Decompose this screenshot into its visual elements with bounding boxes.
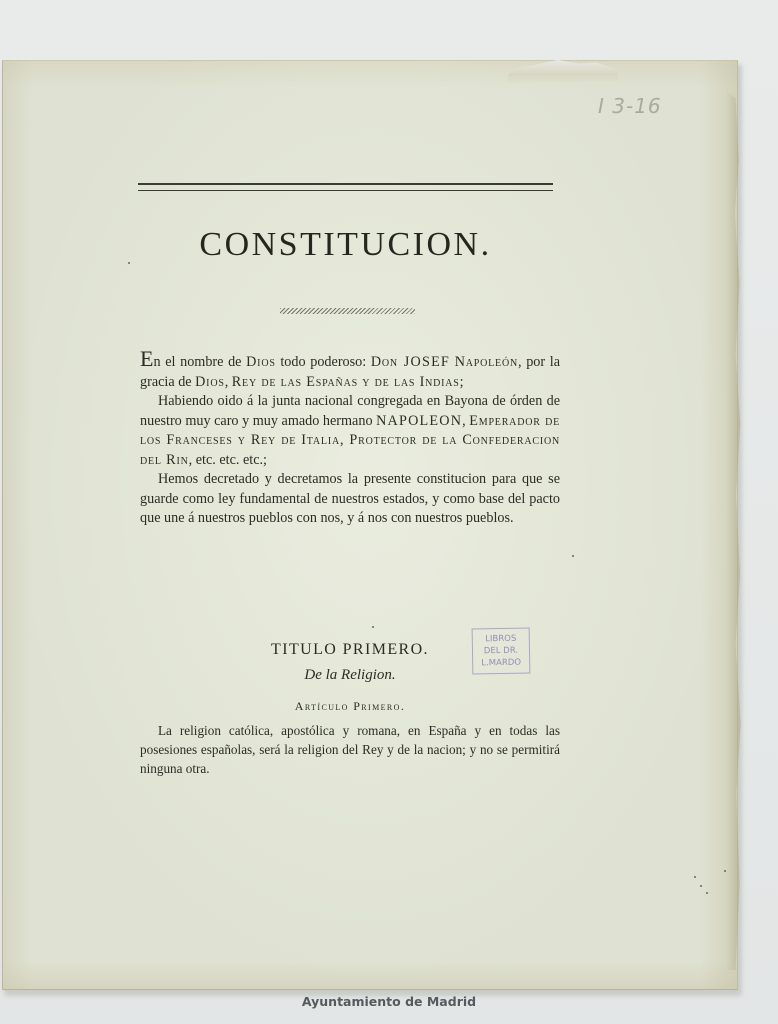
ornament-divider <box>280 308 415 314</box>
preamble-paragraph-2: Habiendo oido á la junta nacional congregada en Bayona de órden de nuestro muy caro y muy amado hermano NAPOLEON, Emperador de los Franceses y Rey de Italia, Protector de la Confederacion del Rin, etc. etc. etc.; <box>140 393 561 468</box>
preamble <box>140 346 561 529</box>
library-stamp: LIBROS DEL DR. L.MARDO <box>472 627 531 674</box>
article-heading: Artículo Primero. <box>294 699 406 713</box>
section-title: TITULO PRIMERO. <box>271 641 429 658</box>
preamble-paragraph-1: En el nombre de Dios todo poderoso: Don JOSEF Napoleón, por la gracia de Dios, Rey de las Españas y de las Indias; <box>140 346 561 390</box>
header-rule <box>138 183 553 191</box>
section-subtitle: De la Religion. <box>304 667 396 683</box>
preamble-paragraph-3: Hemos decretado y decretamos la presente constitucion para que se guarde como ley fundamental de nuestros estados, y como base del pacto que une á nuestros pueblos con nos, y á nos con nuestros pueblos. <box>140 471 560 526</box>
document-title: CONSTITUCION. <box>199 226 492 263</box>
shelfmark-annotation: I 3‑16 <box>598 94 662 118</box>
footer-credit: Ayuntamiento de Madrid <box>301 994 477 1009</box>
article-text: La religion católica, apostólica y romana, en España y en todas las posesiones españolas, será la religion del Rey y de la nacion; y no se permitirá ninguna otra. <box>140 723 560 776</box>
drop-cap: E <box>140 346 154 371</box>
